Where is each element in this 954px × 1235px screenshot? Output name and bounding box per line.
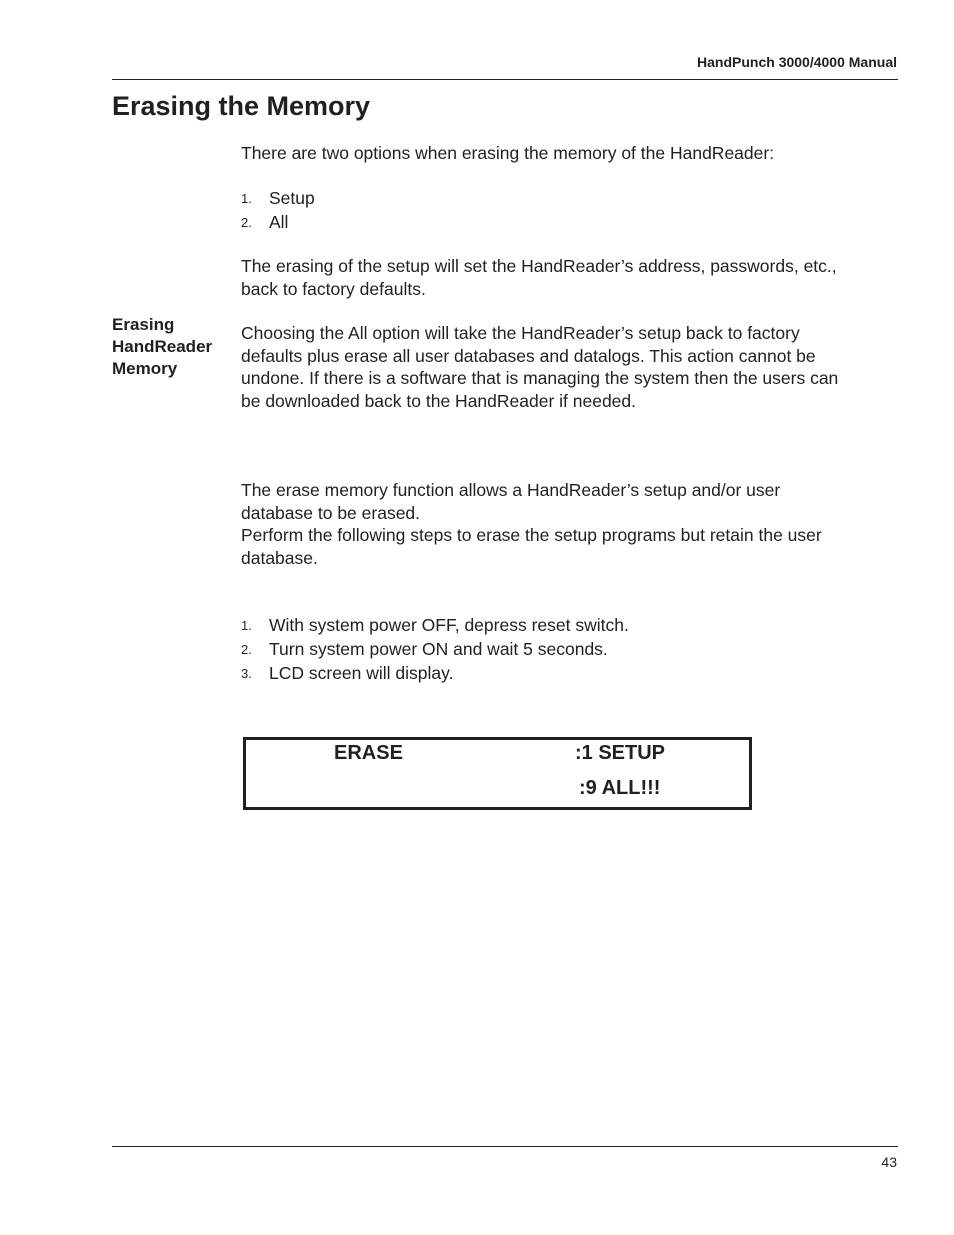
list-text: Turn system power ON and wait 5 seconds. [269,639,608,659]
side-heading-line: Erasing [112,315,175,334]
text-line: Perform the following steps to erase the setup programs but retain the user [241,525,822,545]
list-item [241,211,315,235]
footer-rule [112,1146,898,1147]
text-line: The erasing of the setup will set the HandReader’s address, passwords, etc., [241,256,837,276]
lcd-display [243,737,752,810]
list-item [241,638,629,662]
list-number: 3. [241,666,252,681]
lcd-label: ERASE [334,742,403,764]
running-header: HandPunch 3000/4000 Manual [697,54,897,70]
list-item [241,662,629,686]
text-line: The erase memory function allows a HandReader’s setup and/or user [241,480,781,500]
options-list [241,187,315,235]
header-rule [112,79,898,80]
text-line: defaults plus erase all user databases and datalogs. This action cannot be [241,345,816,366]
all-paragraph [241,322,891,412]
page-number: 43 [881,1154,897,1170]
text-line: Choosing the All option will take the HandReader’s setup back to factory [241,323,800,343]
list-number: 1. [241,618,252,633]
function-paragraph [241,479,891,569]
list-number: 2. [241,215,252,230]
side-heading-line: HandReader [112,337,213,356]
text-line: be downloaded back to the HandReader if needed. [241,390,637,411]
list-item [241,187,315,211]
intro-paragraph: There are two options when erasing the memory of the HandReader: [241,143,775,163]
text-line: back to factory defaults. [241,278,426,299]
list-number: 1. [241,191,252,206]
side-heading [112,314,212,380]
list-text: With system power OFF, depress reset switch. [269,615,629,635]
lcd-option-setup: :1 SETUP [575,742,666,764]
list-number: 2. [241,642,252,657]
steps-list [241,614,629,686]
setup-paragraph [241,255,891,300]
lcd-option-all: :9 ALL!!! [579,777,661,799]
page-title: Erasing the Memory [112,91,371,121]
text-line: database to be erased. [241,502,421,523]
list-text: LCD screen will display. [269,663,454,683]
list-text: All [269,212,289,232]
text-line: undone. If there is a software that is managing the system then the users can [241,368,839,388]
text-line: database. [241,547,318,568]
list-item [241,614,629,638]
side-heading-line: Memory [112,359,178,378]
list-text: Setup [269,188,315,208]
